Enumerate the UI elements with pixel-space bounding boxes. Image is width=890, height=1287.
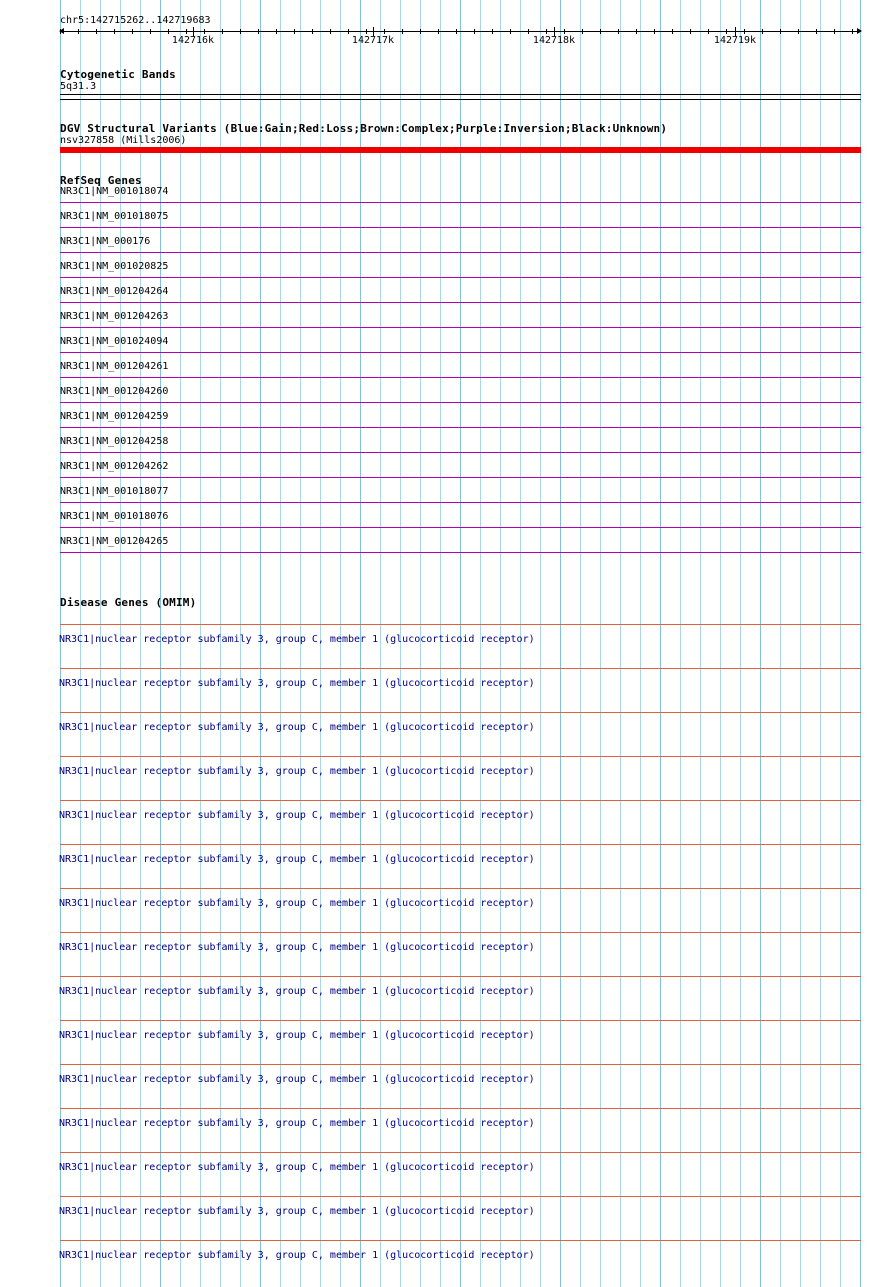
omim-gene-label[interactable]: NR3C1|nuclear receptor subfamily 3, group C, member 1 (glucocorticoid receptor)	[59, 810, 535, 821]
ruler-minor-tick	[312, 29, 313, 34]
grid-line	[660, 0, 661, 1287]
refseq-gene-intron-line[interactable]	[60, 452, 861, 453]
refseq-gene-label[interactable]: NR3C1|NM_001018077	[60, 486, 169, 497]
grid-line	[820, 0, 821, 1287]
omim-gene-label[interactable]: NR3C1|nuclear receptor subfamily 3, group C, member 1 (glucocorticoid receptor)	[59, 1030, 535, 1041]
refseq-gene-intron-line[interactable]	[60, 302, 861, 303]
grid-line	[860, 0, 861, 1287]
ruler-minor-tick	[438, 29, 439, 34]
refseq-gene-intron-line[interactable]	[60, 402, 861, 403]
refseq-gene-label[interactable]: NR3C1|NM_001018074	[60, 186, 169, 197]
refseq-gene-intron-line[interactable]	[60, 377, 861, 378]
grid-line	[740, 0, 741, 1287]
ruler-minor-tick	[852, 29, 853, 34]
refseq-gene-intron-line[interactable]	[60, 477, 861, 478]
ruler-minor-tick	[330, 29, 331, 34]
ruler-minor-tick	[222, 29, 223, 34]
grid-line	[640, 0, 641, 1287]
ruler-tick-label: 142718k	[532, 35, 576, 46]
ruler-minor-tick	[96, 29, 97, 34]
refseq-gene-label[interactable]: NR3C1|NM_001204260	[60, 386, 169, 397]
omim-gene-span-line[interactable]	[60, 976, 861, 977]
omim-gene-label[interactable]: NR3C1|nuclear receptor subfamily 3, group C, member 1 (glucocorticoid receptor)	[59, 766, 535, 777]
ruler-minor-tick	[618, 29, 619, 34]
ruler-minor-tick	[564, 29, 565, 34]
ruler-minor-tick	[492, 29, 493, 34]
refseq-gene-intron-line[interactable]	[60, 352, 861, 353]
ruler-minor-tick	[510, 29, 511, 34]
ruler-tick-label: 142717k	[351, 35, 395, 46]
ruler-minor-tick	[654, 29, 655, 34]
refseq-gene-intron-line[interactable]	[60, 227, 861, 228]
ruler-axis	[60, 31, 861, 32]
ruler-minor-tick	[708, 29, 709, 34]
dgv-track-title: DGV Structural Variants (Blue:Gain;Red:Loss;Brown:Complex;Purple:Inversion;Black:Unknown)	[60, 122, 668, 135]
omim-gene-label[interactable]: NR3C1|nuclear receptor subfamily 3, group C, member 1 (glucocorticoid receptor)	[59, 898, 535, 909]
coordinate-ruler	[60, 26, 861, 44]
refseq-gene-intron-line[interactable]	[60, 552, 861, 553]
grid-line	[720, 0, 721, 1287]
ruler-minor-tick	[132, 29, 133, 34]
cytoband-feature[interactable]	[60, 94, 861, 100]
refseq-gene-intron-line[interactable]	[60, 252, 861, 253]
ruler-minor-tick	[240, 29, 241, 34]
refseq-gene-intron-line[interactable]	[60, 202, 861, 203]
omim-gene-span-line[interactable]	[60, 888, 861, 889]
refseq-gene-label[interactable]: NR3C1|NM_001204261	[60, 361, 169, 372]
omim-gene-label[interactable]: NR3C1|nuclear receptor subfamily 3, group C, member 1 (glucocorticoid receptor)	[59, 986, 535, 997]
ruler-minor-tick	[582, 29, 583, 34]
ruler-minor-tick	[636, 29, 637, 34]
refseq-gene-label[interactable]: NR3C1|NM_001204258	[60, 436, 169, 447]
omim-gene-span-line[interactable]	[60, 668, 861, 669]
omim-gene-span-line[interactable]	[60, 712, 861, 713]
ruler-minor-tick	[348, 29, 349, 34]
refseq-gene-label[interactable]: NR3C1|NM_001204259	[60, 411, 169, 422]
ruler-minor-tick	[780, 29, 781, 34]
omim-gene-label[interactable]: NR3C1|nuclear receptor subfamily 3, group C, member 1 (glucocorticoid receptor)	[59, 1118, 535, 1129]
ruler-minor-tick	[150, 29, 151, 34]
refseq-gene-intron-line[interactable]	[60, 527, 861, 528]
ruler-minor-tick	[204, 29, 205, 34]
omim-gene-span-line[interactable]	[60, 932, 861, 933]
ruler-minor-tick	[744, 29, 745, 34]
omim-gene-label[interactable]: NR3C1|nuclear receptor subfamily 3, group C, member 1 (glucocorticoid receptor)	[59, 1162, 535, 1173]
omim-gene-label[interactable]: NR3C1|nuclear receptor subfamily 3, group C, member 1 (glucocorticoid receptor)	[59, 678, 535, 689]
omim-gene-label[interactable]: NR3C1|nuclear receptor subfamily 3, group C, member 1 (glucocorticoid receptor)	[59, 1206, 535, 1217]
ruler-position: chr5:142715262..142719683	[60, 15, 211, 26]
refseq-gene-intron-line[interactable]	[60, 327, 861, 328]
omim-gene-label[interactable]: NR3C1|nuclear receptor subfamily 3, group C, member 1 (glucocorticoid receptor)	[59, 634, 535, 645]
refseq-gene-label[interactable]: NR3C1|NM_001018075	[60, 211, 169, 222]
refseq-gene-label[interactable]: NR3C1|NM_001204263	[60, 311, 169, 322]
ruler-minor-tick	[114, 29, 115, 34]
ruler-minor-tick	[276, 29, 277, 34]
cytoband-track-title: Cytogenetic Bands	[60, 68, 176, 81]
omim-gene-label[interactable]: NR3C1|nuclear receptor subfamily 3, group C, member 1 (glucocorticoid receptor)	[59, 942, 535, 953]
ruler-minor-tick	[546, 29, 547, 34]
refseq-gene-intron-line[interactable]	[60, 277, 861, 278]
grid-line	[760, 0, 761, 1287]
grid-line	[680, 0, 681, 1287]
ruler-minor-tick	[600, 29, 601, 34]
grid-line	[780, 0, 781, 1287]
ruler-minor-tick	[834, 29, 835, 34]
grid-line	[560, 0, 561, 1287]
ruler-minor-tick	[798, 29, 799, 34]
ruler-minor-tick	[168, 29, 169, 34]
refseq-gene-label[interactable]: NR3C1|NM_001204264	[60, 286, 169, 297]
ruler-tick-label: 142716k	[171, 35, 215, 46]
grid-line	[700, 0, 701, 1287]
ruler-minor-tick	[420, 29, 421, 34]
omim-gene-label[interactable]: NR3C1|nuclear receptor subfamily 3, group C, member 1 (glucocorticoid receptor)	[59, 722, 535, 733]
refseq-gene-label[interactable]: NR3C1|NM_000176	[60, 236, 151, 247]
refseq-gene-label[interactable]: NR3C1|NM_001204265	[60, 536, 169, 547]
ruler-minor-tick	[456, 29, 457, 34]
grid-line	[540, 0, 541, 1287]
refseq-track-title: RefSeq Genes	[60, 174, 142, 187]
refseq-gene-label[interactable]: NR3C1|NM_001204262	[60, 461, 169, 472]
omim-gene-label[interactable]: NR3C1|nuclear receptor subfamily 3, group C, member 1 (glucocorticoid receptor)	[59, 1250, 535, 1261]
refseq-gene-label[interactable]: NR3C1|NM_001020825	[60, 261, 169, 272]
omim-gene-span-line[interactable]	[60, 1240, 861, 1241]
grid-line	[840, 0, 841, 1287]
grid-line	[580, 0, 581, 1287]
ruler-minor-tick	[366, 29, 367, 34]
ruler-minor-tick	[474, 29, 475, 34]
grid-line	[600, 0, 601, 1287]
ruler-minor-tick	[816, 29, 817, 34]
refseq-gene-label[interactable]: NR3C1|NM_001024094	[60, 336, 169, 347]
refseq-gene-intron-line[interactable]	[60, 427, 861, 428]
ruler-minor-tick	[726, 29, 727, 34]
ruler-minor-tick	[384, 29, 385, 34]
refseq-gene-intron-line[interactable]	[60, 502, 861, 503]
cytoband-label[interactable]: 5q31.3	[60, 81, 97, 92]
ruler-minor-tick	[672, 29, 673, 34]
ruler-minor-tick	[402, 29, 403, 34]
omim-gene-span-line[interactable]	[60, 800, 861, 801]
ruler-minor-tick	[294, 29, 295, 34]
refseq-gene-label[interactable]: NR3C1|NM_001018076	[60, 511, 169, 522]
omim-gene-span-line[interactable]	[60, 756, 861, 757]
omim-gene-span-line[interactable]	[60, 624, 861, 625]
omim-gene-span-line[interactable]	[60, 1196, 861, 1197]
omim-gene-span-line[interactable]	[60, 1152, 861, 1153]
ruler-minor-tick	[78, 29, 79, 34]
scroll-right-arrow-icon[interactable]	[857, 28, 862, 34]
grid-line	[620, 0, 621, 1287]
ruler-minor-tick	[690, 29, 691, 34]
ruler-minor-tick	[762, 29, 763, 34]
ruler-minor-tick	[258, 29, 259, 34]
ruler-minor-tick	[528, 29, 529, 34]
ruler-minor-tick	[60, 29, 61, 34]
omim-gene-label[interactable]: NR3C1|nuclear receptor subfamily 3, group C, member 1 (glucocorticoid receptor)	[59, 1074, 535, 1085]
omim-gene-span-line[interactable]	[60, 1108, 861, 1109]
ruler-tick-label: 142719k	[713, 35, 757, 46]
dgv-variant-label[interactable]: nsv327858 (Mills2006)	[60, 135, 187, 146]
omim-track-title: Disease Genes (OMIM)	[60, 596, 197, 609]
omim-gene-label[interactable]: NR3C1|nuclear receptor subfamily 3, group C, member 1 (glucocorticoid receptor)	[59, 854, 535, 865]
ruler-minor-tick	[186, 29, 187, 34]
dgv-loss-feature[interactable]	[60, 147, 861, 153]
omim-gene-span-line[interactable]	[60, 1064, 861, 1065]
omim-gene-span-line[interactable]	[60, 844, 861, 845]
grid-line	[800, 0, 801, 1287]
omim-gene-span-line[interactable]	[60, 1020, 861, 1021]
